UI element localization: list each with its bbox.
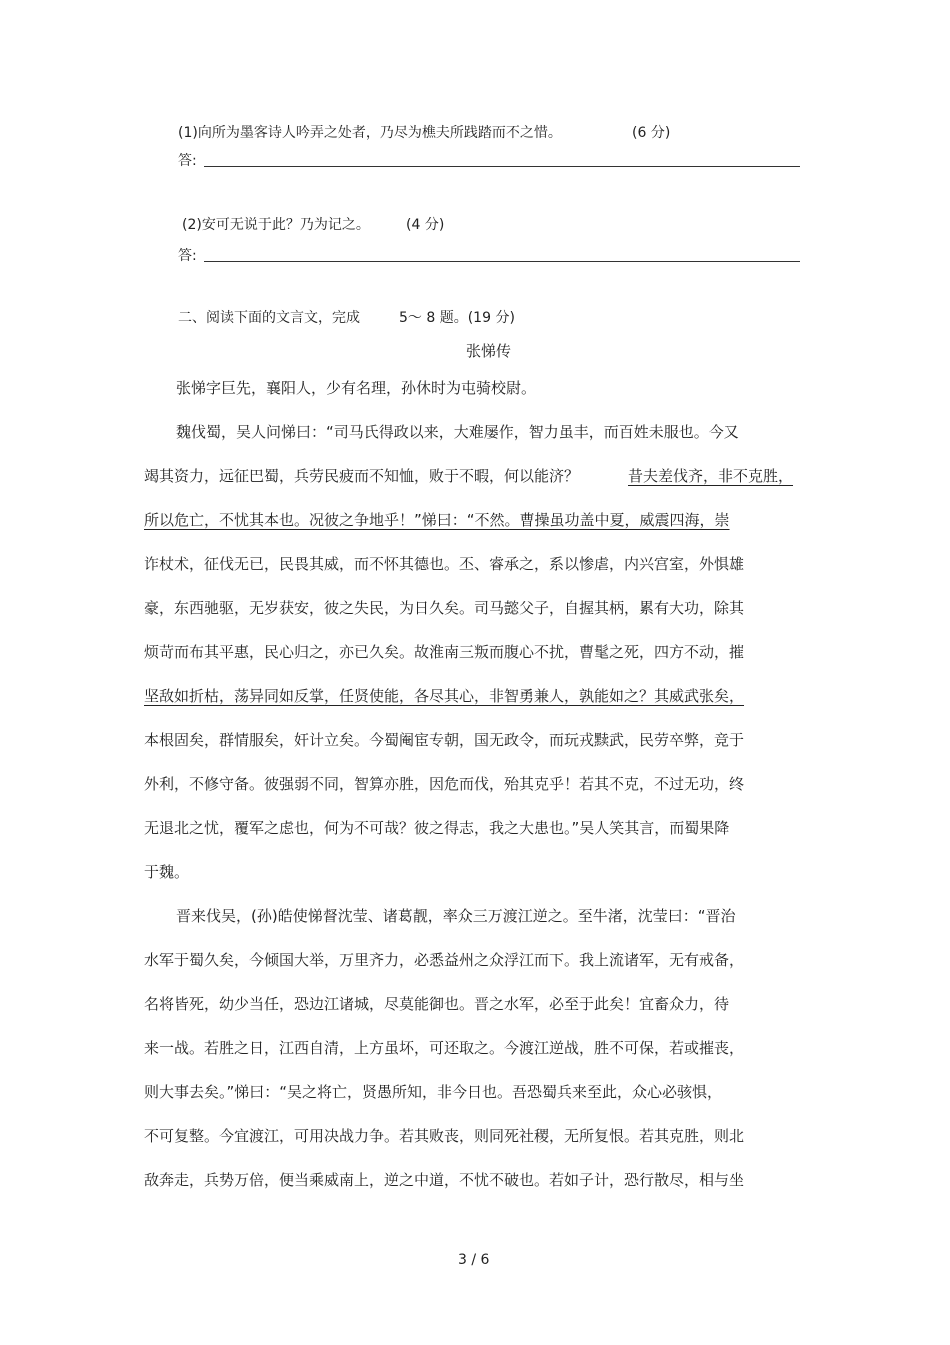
passage-line: 豪，东西驰驱，无岁获安，彼之失民，为日久矣。司马懿父子，自握其柄，累有大功，除其 [144,599,745,617]
passage-line: 不可复整。今宜渡江，可用决战力争。若其败丧，则同死社稷，无所复恨。若其克胜，则北 [144,1127,745,1145]
page-number: 3 / 6 [458,1252,490,1268]
section-heading: 二、阅读下面的文言文，完成 [178,310,360,326]
passage-line: 于魏。 [144,863,190,881]
passage-line: 竭其资力，远征巴蜀，兵劳民疲而不知恤，败于不暇，何以能济？ [144,467,580,485]
passage-line: 本根固矣，群情服矣，奸计立矣。今蜀阉宦专朝，国无政令，而玩戎黩武，民劳卒弊，竞于 [144,731,745,749]
passage-line: 张悌字巨先，襄阳人，少有名理，孙休时为屯骑校尉。 [176,379,537,397]
answer-1-line[interactable] [204,166,800,167]
passage-line: 所以危亡，不忧其本也。况彼之争地乎！”悌曰：“不然。曹操虽功盖中夏，威震四海，崇 [144,511,730,529]
passage-line: 烦苛而布其平惠，民心归之，亦已久矣。故淮南三叛而腹心不扰，曹髦之死，四方不动，摧 [144,643,745,661]
passage-line: 水军于蜀久矣，今倾国大举，万里齐力，必悉益州之众浮江而下。我上流诸军，无有戒备， [144,951,745,969]
passage-line: 魏伐蜀，吴人问悌曰：“司马氏得政以来，大难屡作，智力虽丰，而百姓未服也。今又 [176,423,739,441]
passage-line: 外利，不修守备。彼强弱不同，智算亦胜，因危而伐，殆其克乎！若其不克，不过无功，终 [144,775,745,793]
answer-2-line[interactable] [204,261,800,262]
passage-title: 张悌传 [466,342,512,360]
passage-line: 则大事去矣。”悌曰：“吴之将亡，贤愚所知，非今日也。吾恐蜀兵来至此，众心必骇惧， [144,1083,723,1101]
passage-line: 诈杖术，征伐无已，民畏其威，而不怀其德也。丕、睿承之，系以惨虐，内兴宫室，外惧雄 [144,555,745,573]
question-1-score: (6 分) [632,125,671,141]
passage-line-underlined: 昔夫差伐齐，非不克胜， [628,467,794,485]
passage-line: 名将皆死，幼少当任，恐边江诸城，尽莫能御也。晋之水军，必至于此矣！宜畜众力，待 [144,995,730,1013]
question-2-score: (4 分) [406,217,445,233]
passage-line-underlined: 坚敌如折枯，荡异同如反掌，任贤使能，各尽其心，非智勇兼人，孰能如之？其威武张矣， [144,687,745,705]
section-range: 5～ 8 题。(19 分) [399,310,515,326]
passage-line: 敌奔走，兵势万倍，便当乘威南上，逆之中道，不忧不破也。若如子计，恐行散尽，相与坐 [144,1171,745,1189]
passage-line: 来一战。若胜之日，江西自清，上方虽坏，可还取之。今渡江逆战，胜不可保，若或摧丧， [144,1039,745,1057]
answer-2-label: 答: [178,248,197,264]
passage-line: 晋来伐吴，(孙)皓使悌督沈莹、诸葛靓，率众三万渡江逆之。至牛渚，沈莹曰：“晋治 [176,907,736,925]
question-1-text: (1)向所为墨客诗人吟弄之处者，乃尽为樵夫所践踏而不之惜。 [178,125,562,141]
answer-1-label: 答: [178,153,197,169]
question-2-text: (2)安可无说于此？乃为记之。 [182,217,370,233]
passage-line: 无退北之忧，覆军之虑也，何为不可哉？彼之得志，我之大患也。”吴人笑其言，而蜀果降 [144,819,730,837]
